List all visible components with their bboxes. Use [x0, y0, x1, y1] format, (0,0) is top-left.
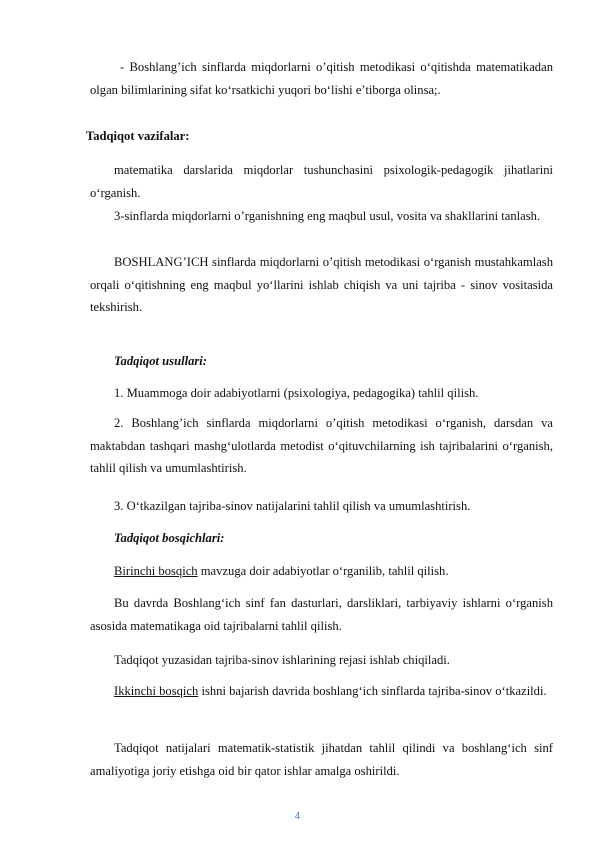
stage-1-label: Birinchi bosqich [114, 564, 198, 578]
stage-2-text: ishni bajarish davrida boshlang‘ich sinflarda tajriba-sinov o‘tkazildi. [198, 684, 547, 698]
paragraph-stage-1 [90, 560, 553, 583]
paragraph-hypothesis: - Boshlang’ich sinflarda miqdorlarni o’qitish metodikasi o‘qitishda matematikadan olgan bilimlarining sifat ko‘rsatkichi yuqori bo‘lishi e’tiborga olinsa;. [90, 60, 553, 97]
heading-tasks: Tadqiqot vazifalar: [86, 129, 190, 143]
paragraph-stage-2 [90, 680, 553, 703]
stage-2-label: Ikkinchi bosqich [114, 684, 199, 698]
paragraph-task-2: 3-sinflarda miqdorlarni o’rganishning eng maqbul usul, vosita va shakllarini tanlash. [114, 209, 541, 223]
stage-1-text: mavzuga doir adabiyotlar o‘rganilib, tahlil qilish. [197, 564, 449, 578]
heading-stages: Tadqiqot bosqichlari: [114, 531, 225, 545]
paragraph-task-1: matematika darslarida miqdorlar tushunchasini psixologik-pedagogik jihatlarini o‘rganish. [90, 163, 553, 200]
paragraph-method-3: 3. O‘tkazilgan tajriba-sinov natijalarini tahlil qilish va umumlashtirish. [114, 499, 471, 513]
heading-methods: Tadqiqot usullari: [114, 354, 207, 368]
paragraph-stage-1-plan: Tadqiqot yuzasidan tajriba-sinov ishlarining rejasi ishlab chiqiladi. [114, 653, 450, 667]
paragraph-method-1: 1. Muammoga doir adabiyotlarni (psixologiya, pedagogika) tahlil qilish. [114, 386, 479, 400]
paragraph-method-2: 2. Boshlang’ich sinflarda miqdorlarni o’qitish metodikasi o‘rganish, darsdan va maktabdan tashqari mashg‘ulotlarda metodist o‘qituvchilarning ish tajribalarini o‘rganish, tahlil qilish va umumlashtirish. [90, 416, 553, 476]
paragraph-task-3: BOSHLANG’ICH sinflarda miqdorlarni o’qitish metodikasi o‘rganish mustahkamlash orqali o‘qitishning eng maqbul yo‘llarini ishlab chiqish va uni tajriba - sinov vositasida tekshirish. [90, 255, 553, 315]
page-number: 4 [294, 811, 301, 822]
paragraph-stage-1-detail: Bu davrda Boshlang‘ich sinf fan dasturlari, darsliklari, tarbiyaviy ishlarni o‘rganish asosida matematikaga oid tajribalarni tahlil qilish. [90, 596, 553, 633]
paragraph-results: Tadqiqot natijalari matematik-statistik jihatdan tahlil qilindi va boshlang‘ich sinf amaliyotiga joriy etishga oid bir qator ishlar amalga oshirildi. [90, 741, 553, 778]
